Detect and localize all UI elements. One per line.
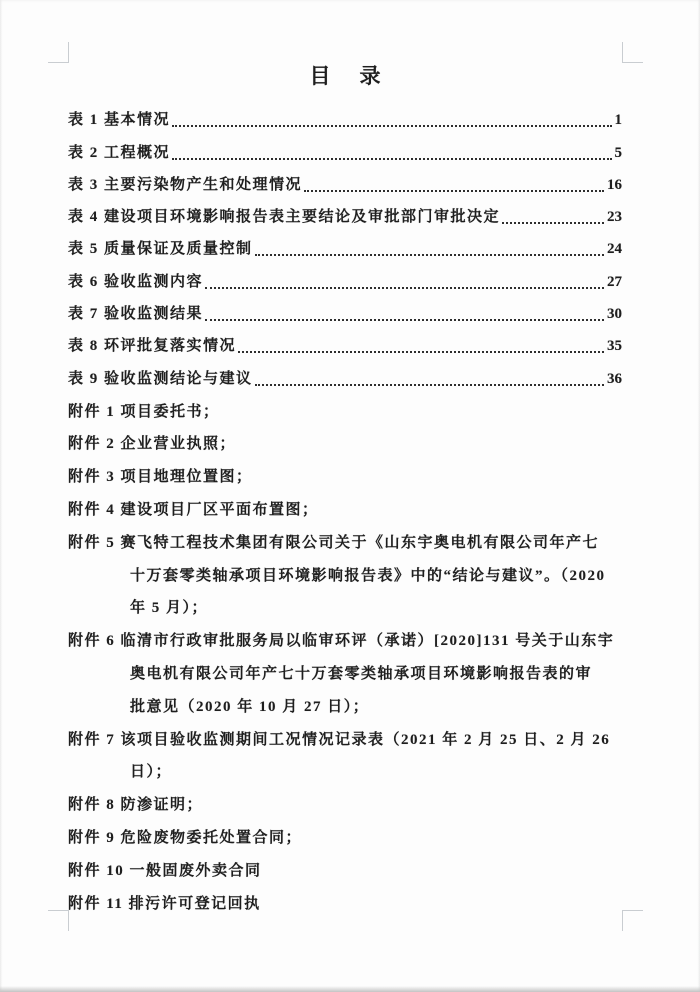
toc-row: [68, 298, 622, 330]
toc-entry-label: 表 8 环评批复落实情况: [68, 338, 237, 355]
toc-entry-label: 表 1 基本情况: [68, 112, 171, 129]
toc-page-number: 35: [607, 338, 622, 355]
attachment-line: 附件 11 排污许可登记回执: [68, 895, 261, 912]
attachment-line-continuation: 批意见（2020 年 10 月 27 日）；: [130, 698, 370, 715]
dot-leader: [205, 287, 604, 289]
attachment-line: 附件 4 建设项目厂区平面布置图；: [68, 502, 319, 519]
text-boundary-mark-top-right: [622, 42, 643, 63]
attachment-line: 附件 3 项目地理位置图；: [68, 469, 253, 486]
attachment-line: 附件 9 危险废物委托处置合同；: [68, 830, 303, 847]
attachment-item: [68, 822, 622, 855]
toc-entry-label: 表 2 工程概况: [68, 144, 171, 161]
attachments-list: [68, 396, 622, 921]
toc-page-number: 5: [614, 144, 622, 161]
dot-leader: [304, 190, 604, 192]
dot-leader: [205, 319, 604, 321]
dot-leader: [172, 158, 611, 160]
toc-page-number: 30: [607, 306, 622, 323]
dot-leader: [255, 384, 604, 386]
toc-row: [68, 265, 622, 297]
toc-entry-label: 表 3 主要污染物产生和处理情况: [68, 176, 303, 193]
page-content: [68, 60, 622, 920]
dot-leader: [255, 254, 604, 256]
toc-page-number: 36: [607, 370, 622, 387]
toc-page-number: 1: [614, 112, 622, 129]
toc-page-number: 24: [607, 241, 622, 258]
toc-page-number: 23: [607, 209, 622, 226]
dot-leader: [502, 222, 604, 224]
attachment-line: 附件 1 项目委托书；: [68, 403, 220, 420]
text-boundary-mark-top-left: [48, 42, 69, 63]
attachment-line: 附件 10 一般固废外卖合同: [68, 862, 262, 879]
attachment-line-continuation: 年 5 月）；: [130, 600, 209, 617]
attachment-line: 附件 6 临清市行政审批服务局以临审环评（承诺）[2020]131 号关于山东宇: [68, 633, 615, 650]
attachment-item: [68, 461, 622, 494]
toc-entry-label: 表 4 建设项目环境影响报告表主要结论及审批部门审批决定: [68, 209, 501, 226]
toc-row: [68, 104, 622, 136]
toc-row: [68, 233, 622, 265]
toc-page-number: 27: [607, 273, 622, 290]
attachment-line: 附件 2 企业营业执照；: [68, 436, 237, 453]
attachment-line-continuation: 奥电机有限公司年产七十万套零类轴承项目环境影响报告表的审: [130, 666, 593, 683]
dot-leader: [238, 351, 604, 353]
attachment-line-continuation: 十万套零类轴承项目环境影响报告表》中的“结论与建议”。（2020: [130, 567, 606, 584]
text-boundary-mark-bottom-right: [622, 910, 643, 931]
attachment-item: [68, 396, 622, 429]
toc-entry-label: 表 9 验收监测结论与建议: [68, 370, 253, 387]
toc-entry-label: 表 5 质量保证及质量控制: [68, 241, 253, 258]
attachment-item: [68, 888, 622, 921]
toc-row: [68, 362, 622, 394]
page-title: 目 录: [309, 64, 385, 88]
toc-row: [68, 330, 622, 362]
toc-page-number: 16: [607, 176, 622, 193]
attachment-item: [68, 855, 622, 888]
toc-entry-label: 表 7 验收监测结果: [68, 306, 204, 323]
table-of-contents: [68, 104, 622, 395]
attachment-line: 附件 5 赛飞特工程技术集团有限公司关于《山东宇奥电机有限公司年产七: [68, 534, 600, 551]
toc-row: [68, 136, 622, 168]
attachment-item: [68, 527, 622, 625]
page-left-edge-shading: [0, 0, 2, 992]
attachment-line: 附件 7 该项目验收监测期间工况情况记录表（2021 年 2 月 25 日、2 月 26: [68, 731, 611, 748]
toc-row: [68, 201, 622, 233]
toc-entry-label: 表 6 验收监测内容: [68, 273, 204, 290]
attachment-item: [68, 789, 622, 822]
attachment-item: [68, 494, 622, 527]
toc-row: [68, 169, 622, 201]
text-boundary-mark-bottom-left: [48, 910, 69, 931]
page-bottom-edge-shading: [0, 986, 700, 992]
attachment-item: [68, 625, 622, 723]
dot-leader: [172, 125, 611, 127]
attachment-line-continuation: 日）；: [130, 764, 173, 781]
attachment-item: [68, 724, 622, 790]
attachment-line: 附件 8 防渗证明；: [68, 797, 204, 814]
attachment-item: [68, 428, 622, 461]
